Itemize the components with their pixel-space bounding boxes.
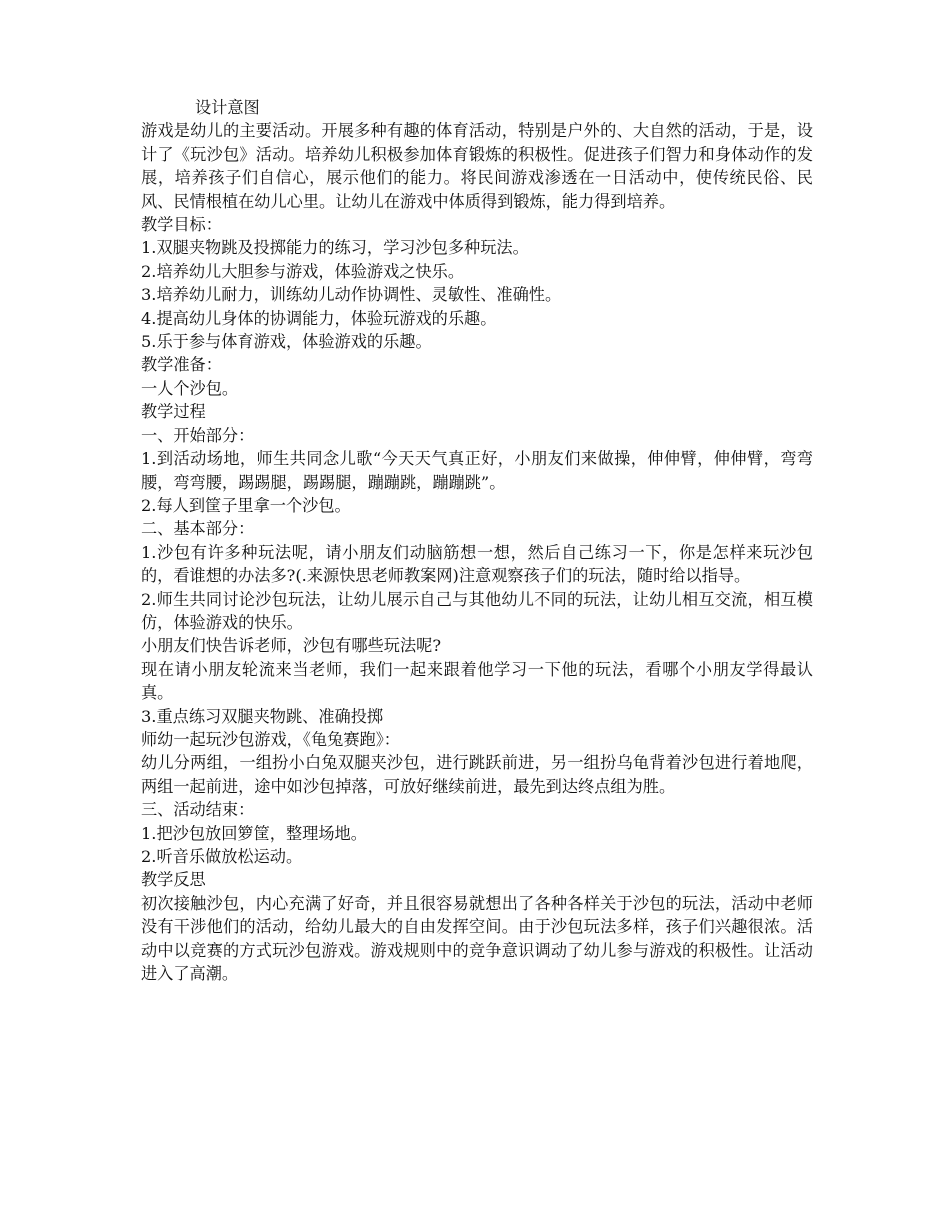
part2-item: 2.师生共同讨论沙包玩法，让幼儿展示自己与其他幼儿不同的玩法，让幼儿相互交流，相互模仿，体验游戏的快乐。 <box>141 589 813 632</box>
part2-item: 现在请小朋友轮流来当老师，我们一起来跟着他学习一下他的玩法，看哪个小朋友学得最认真。 <box>141 659 813 703</box>
part3-item: 1.把沙包放回箩筐，整理场地。 <box>141 823 367 843</box>
part2-item: 师幼一起玩沙包游戏，《龟兔赛跑》： <box>141 729 400 749</box>
reflection-heading: 教学反思 <box>141 870 206 890</box>
goal-item: 4.提高幼儿身体的协调能力，体验玩游戏的乐趣。 <box>141 308 497 328</box>
part1-heading: 一、开始部分： <box>141 425 255 445</box>
goal-item: 1.双腿夹物跳及投掷能力的练习，学习沙包多种玩法。 <box>141 238 529 258</box>
part3-item: 2.听音乐做放松运动。 <box>141 847 303 866</box>
goal-item: 5.乐于参与体育游戏，体验游戏的乐趣。 <box>141 332 432 352</box>
part3-heading: 三、活动结束： <box>141 800 255 820</box>
document-page <box>141 96 813 985</box>
reflection-paragraph: 初次接触沙包，内心充满了好奇，并且很容易就想出了各种各样关于沙包的玩法，活动中老师没有干涉他们的活动，给幼儿最大的自由发挥空间。由于沙包玩法多样，孩子们兴趣很浓。活动中以竞赛的方式玩沙包游戏。游戏规则中的竞争意识调动了幼儿参与游戏的积极性。让活动进入了高潮。 <box>141 893 813 984</box>
part1-item: 2.每人到筐子里拿一个沙包。 <box>141 495 351 515</box>
doc-title: 设计意图 <box>195 98 260 117</box>
goal-item: 2.培养幼儿大胆参与游戏，体验游戏之快乐。 <box>141 261 465 281</box>
prep-text: 一人个沙包。 <box>141 378 239 398</box>
intro-paragraph: 游戏是幼儿的主要活动。开展多种有趣的体育活动，特别是户外的、大自然的活动，于是，设计了《玩沙包》活动。培养幼儿积极参加体育锻炼的积极性。促进孩子们智力和身体动作的发展，培养孩子们自信心，展示他们的能力。将民间游戏渗透在一日活动中，使传统民俗、民风、民情根植在幼儿心里。让幼儿在游戏中体质得到锻炼，能力得到培养。 <box>141 121 813 211</box>
part2-heading: 二、基本部分： <box>141 519 255 539</box>
part2-item: 幼儿分两组，一组扮小白兔双腿夹沙包，进行跳跃前进，另一组扮乌龟背着沙包进行着地爬，两组一起前进，途中如沙包掉落，可放好继续前进，最先到达终点组为胜。 <box>141 753 813 796</box>
goals-heading: 教学目标： <box>141 215 222 235</box>
part2-item: 小朋友们快告诉老师，沙包有哪些玩法呢? <box>141 636 442 656</box>
part1-item: 1.到活动场地，师生共同念儿歌“今天天气真正好，小朋友们来做操，伸伸臂，伸伸臂，弯弯腰，弯弯腰，踢踢腿，踢踢腿，蹦蹦跳，蹦蹦跳”。 <box>141 449 813 492</box>
part2-item: 3.重点练习双腿夹物跳、准确投掷 <box>141 706 384 726</box>
goal-item: 3.培养幼儿耐力，训练幼儿动作协调性、灵敏性、准确性。 <box>141 285 562 305</box>
part2-item: 1.沙包有许多种玩法呢，请小朋友们动脑筋想一想，然后自己练习一下，你是怎样来玩沙包的，看谁想的办法多?(.来源快思老师教案网)注意观察孩子们的玩法，随时给以指导。 <box>141 542 813 586</box>
prep-heading: 教学准备： <box>141 355 222 375</box>
process-heading: 教学过程 <box>141 402 206 422</box>
